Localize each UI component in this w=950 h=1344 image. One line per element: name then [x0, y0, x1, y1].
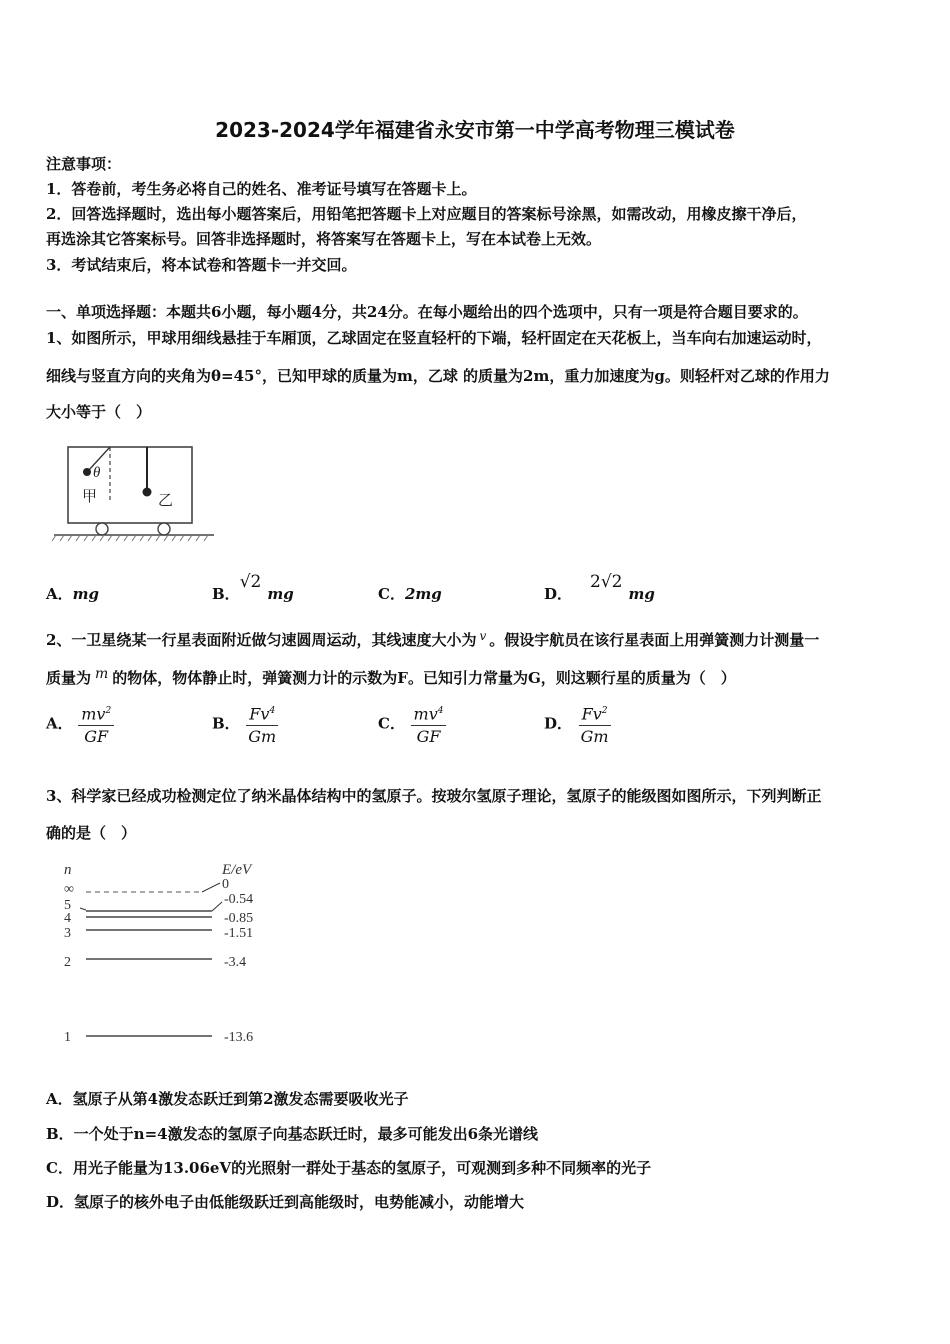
q1-text-line: 细线与竖直方向的夹角为θ=45°，已知甲球的质量为m，乙球 的质量为2m，重力加速度为g。则轻杆对乙球的作用力	[46, 367, 830, 385]
option-label: D．	[544, 714, 573, 733]
level-e-label: -0.85	[224, 911, 254, 926]
level-e-label: -0.54	[224, 892, 254, 907]
option-label: C．	[378, 585, 405, 603]
q1-option-c[interactable]	[378, 583, 442, 604]
q3-text-line: 确的是（ ）	[46, 824, 137, 842]
var-m: m	[95, 666, 109, 682]
option-coef: 2	[590, 572, 601, 592]
q2-option-c[interactable]	[378, 702, 446, 746]
option-text: 2mg	[404, 585, 442, 603]
level-n-label: 5	[64, 898, 71, 913]
notice-item: 1．答卷前，考生务必将自己的姓名、准考证号填写在答题卡上。	[46, 180, 477, 198]
sqrt-two: √2	[600, 572, 623, 592]
level-e-label: -13.6	[224, 1030, 254, 1045]
option-label: B．	[212, 714, 240, 733]
left-wheel	[96, 523, 108, 535]
q1-car-figure	[52, 443, 217, 548]
option-label: D．	[544, 585, 573, 603]
q1-option-b[interactable]	[212, 572, 294, 604]
level-n-label: 2	[64, 955, 71, 970]
option-text: mg	[628, 585, 655, 603]
q1-option-a[interactable]	[46, 583, 99, 604]
option-text: mg	[267, 585, 294, 603]
notice-item: 2．回答选择题时，选出每小题答案后，用铅笔把答题卡上对应题目的答案标号涂黑，如需改动，用橡皮擦干净后，	[46, 205, 807, 223]
right-wheel	[158, 523, 170, 535]
option-label: A．	[46, 585, 73, 603]
notice-item: 再选涂其它答案标号。回答非选择题时，将答案写在答题卡上，写在本试卷上无效。	[46, 230, 602, 248]
q2-text-line: 2、一卫星绕某一行星表面附近做匀速圆周运动，其线速度大小为 $^v$ 。假设宇航员在该行星表面上用弹簧测力计测量一	[46, 629, 820, 649]
option-text: mg	[72, 585, 100, 603]
sqrt-two: √2	[239, 572, 262, 592]
notice-heading: 注意事项：	[46, 155, 122, 173]
option-label: B．	[212, 585, 240, 603]
option-fraction: $\frac{mv^4}{GF}$	[411, 702, 447, 746]
pointer-line	[202, 883, 220, 892]
q3-option-b[interactable]: B．一个处于n=4激发态的氢原子向基态跃迁时，最多可能发出6条光谱线	[46, 1125, 539, 1143]
q1-text-line: 大小等于（ ）	[46, 403, 152, 421]
pointer-line	[80, 908, 86, 910]
level-n-label: 4	[64, 911, 71, 926]
option-fraction: $\frac{Fv^2}{Gm}$	[578, 702, 612, 746]
q3-option-d[interactable]: D．氢原子的核外电子由低能级跃迁到高能级时，电势能减小，动能增大	[46, 1193, 525, 1211]
level-n-label: 3	[64, 926, 71, 941]
option-label: C．	[378, 714, 405, 733]
pointer-line	[212, 902, 222, 911]
q2-option-a[interactable]	[46, 702, 114, 746]
label-jia: 甲	[82, 489, 98, 505]
var-v: v	[479, 629, 487, 643]
section-heading: 一、单项选择题：本题共6小题，每小题4分，共24分。在每小题给出的四个选项中，只有一项是符合题目要求的。	[46, 303, 808, 321]
q2-option-d[interactable]	[544, 702, 612, 746]
car-body	[68, 447, 192, 523]
q1-option-d[interactable]	[544, 572, 655, 604]
energy-axis-label: E/eV	[222, 862, 252, 878]
theta-label: θ	[93, 465, 101, 481]
ground-hatch	[52, 535, 208, 541]
label-yi: 乙	[158, 493, 174, 509]
q3-option-a[interactable]: A．氢原子从第4激发态跃迁到第2激发态需要吸收光子	[46, 1090, 409, 1108]
level-e-label: 0	[222, 877, 229, 892]
option-label: A．	[46, 714, 73, 733]
ball-yi	[143, 488, 152, 497]
energy-level-diagram	[52, 852, 292, 1052]
level-n-label: 1	[64, 1030, 71, 1045]
q2-text-line: 质量为 m 的物体，物体静止时，弹簧测力计的示数为F。已知引力常量为G，则这颗行星的质量为（ ）	[46, 666, 736, 687]
level-e-label: -3.4	[224, 955, 247, 970]
ball-jia	[83, 468, 91, 476]
option-fraction: $\frac{mv^2}{GF}$	[78, 702, 114, 746]
q3-option-c[interactable]: C．用光子能量为13.06eV的光照射一群处于基态的氢原子，可观测到多种不同频率的光子	[46, 1159, 652, 1177]
notice-item: 3．考试结束后，将本试卷和答题卡一并交回。	[46, 256, 357, 274]
page-title: 2023-2024学年福建省永安市第一中学高考物理三模试卷	[215, 118, 735, 142]
q1-text-line: 1、如图所示，甲球用细线悬挂于车厢顶，乙球固定在竖直轻杆的下端，轻杆固定在天花板上，当车向右加速运动时，	[46, 329, 822, 347]
option-fraction: $\frac{Fv^4}{Gm}$	[245, 702, 279, 746]
n-axis-label: n	[64, 862, 72, 878]
level-e-label: -1.51	[224, 926, 254, 941]
q2-option-b[interactable]	[212, 702, 279, 746]
level-n-label: ∞	[64, 882, 74, 897]
q3-text-line: 3、科学家已经成功检测定位了纳米晶体结构中的氢原子。按玻尔氢原子理论，氢原子的能级图如图所示，下列判断正	[46, 787, 822, 805]
